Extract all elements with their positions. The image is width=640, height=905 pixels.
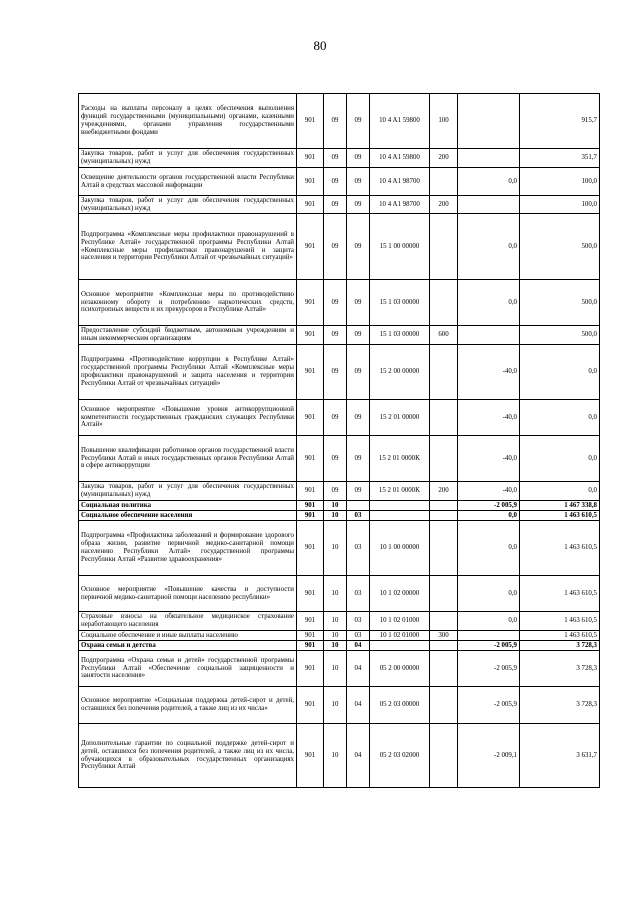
cell-rz: 09: [324, 482, 347, 501]
cell-rz: 09: [324, 196, 347, 214]
cell-rz: 09: [324, 345, 347, 400]
cell-vr: [430, 345, 458, 400]
cell-change: -40,0: [458, 482, 520, 501]
table-row: [79, 641, 600, 651]
cell-rz: 09: [324, 326, 347, 345]
cell-adm: 901: [297, 641, 324, 651]
cell-change: 0,0: [458, 280, 520, 326]
cell-pr: 09: [347, 345, 370, 400]
cell-rz: 10: [324, 641, 347, 651]
table-row: [79, 521, 600, 576]
cell-pr: 03: [347, 521, 370, 576]
cell-name: Предоставление субсидий бюджетным, автономным учреждениям и иным некоммерческим организациям: [79, 326, 297, 345]
cell-name: Охрана семьи и детства: [79, 641, 297, 651]
cell-rz: 09: [324, 149, 347, 168]
cell-rz: 10: [324, 511, 347, 521]
cell-vr: [430, 280, 458, 326]
cell-adm: 901: [297, 521, 324, 576]
cell-pr: 09: [347, 280, 370, 326]
cell-rz: 10: [324, 521, 347, 576]
cell-name: Основное мероприятие «Социальная поддержка детей-сирот и детей, оставшихся без попечения родителей, а также лиц из их числа»: [79, 687, 297, 724]
cell-adm: 901: [297, 168, 324, 196]
cell-pr: 03: [347, 612, 370, 631]
cell-name: Закупка товаров, работ и услуг для обеспечения государственных (муниципальных) нужд: [79, 196, 297, 214]
cell-vr: [430, 501, 458, 511]
cell-adm: 901: [297, 400, 324, 436]
cell-adm: 901: [297, 651, 324, 687]
cell-total: 3 728,3: [520, 641, 600, 651]
cell-rz: 10: [324, 651, 347, 687]
table-row: [79, 168, 600, 196]
cell-name: Закупка товаров, работ и услуг для обеспечения государственных (муниципальных) нужд: [79, 482, 297, 501]
cell-csr: [370, 641, 430, 651]
cell-vr: [430, 511, 458, 521]
cell-total: 500,0: [520, 326, 600, 345]
cell-change: [458, 149, 520, 168]
cell-vr: [430, 651, 458, 687]
cell-change: 0,0: [458, 612, 520, 631]
table-row: [79, 149, 600, 168]
cell-change: [458, 94, 520, 149]
cell-rz: 10: [324, 612, 347, 631]
cell-change: 0,0: [458, 168, 520, 196]
cell-adm: 901: [297, 94, 324, 149]
cell-name: Основное мероприятие «Комплексные меры по противодействию незаконному обороту и потреблению наркотических средств, психотропных веществ и их прекурсоров в Республике Алтай»: [79, 280, 297, 326]
cell-pr: 09: [347, 214, 370, 280]
cell-name: Подпрограмма «Комплексные меры профилактики правонарушений в Республике Алтай» государственной программы Республики Алтай «Комплексные меры профилактики правонарушений и защита населения и территории Республики Алтай от чрезвычайных ситуаций»: [79, 214, 297, 280]
cell-adm: 901: [297, 149, 324, 168]
cell-name: Закупка товаров, работ и услуг для обеспечения государственных (муниципальных) нужд: [79, 149, 297, 168]
cell-csr: 10 4 A1 59800: [370, 94, 430, 149]
cell-pr: 04: [347, 641, 370, 651]
cell-vr: [430, 641, 458, 651]
cell-adm: 901: [297, 576, 324, 612]
cell-change: -40,0: [458, 345, 520, 400]
cell-pr: [347, 501, 370, 511]
cell-csr: 05 2 03 02000: [370, 724, 430, 788]
cell-rz: 10: [324, 501, 347, 511]
cell-pr: 09: [347, 149, 370, 168]
cell-total: 500,0: [520, 280, 600, 326]
cell-csr: 15 2 01 0000K: [370, 482, 430, 501]
table-row: [79, 511, 600, 521]
cell-vr: 200: [430, 196, 458, 214]
cell-vr: [430, 576, 458, 612]
cell-adm: 901: [297, 482, 324, 501]
cell-csr: 10 1 02 01000: [370, 612, 430, 631]
cell-change: -40,0: [458, 436, 520, 482]
cell-total: 100,0: [520, 168, 600, 196]
cell-rz: 09: [324, 168, 347, 196]
cell-change: 0,0: [458, 511, 520, 521]
cell-csr: 15 2 01 0000K: [370, 436, 430, 482]
cell-vr: 100: [430, 94, 458, 149]
table-row: [79, 436, 600, 482]
page-number: 80: [313, 38, 327, 53]
budget-table: [78, 93, 600, 788]
cell-name: Подпрограмма «Профилактика заболеваний и формирование здорового образа жизни, развитие первичной медико-санитарной помощи населению Республики Алтай» государственной программы Республики Алтай «Развитие здравоохранения»: [79, 521, 297, 576]
table-row: [79, 482, 600, 501]
cell-csr: 05 2 00 00000: [370, 651, 430, 687]
cell-adm: 901: [297, 511, 324, 521]
cell-pr: 04: [347, 687, 370, 724]
cell-total: 500,0: [520, 214, 600, 280]
cell-total: 0,0: [520, 400, 600, 436]
table-row: [79, 400, 600, 436]
table-row: [79, 724, 600, 788]
cell-name: Освещение деятельности органов государственной власти Республики Алтай в средствах массовой информации: [79, 168, 297, 196]
cell-adm: 901: [297, 214, 324, 280]
cell-change: 0,0: [458, 521, 520, 576]
cell-rz: 10: [324, 724, 347, 788]
cell-csr: [370, 501, 430, 511]
table-row: [79, 501, 600, 511]
cell-total: 3 728,3: [520, 651, 600, 687]
cell-name: Социальное обеспечение и иные выплаты населению: [79, 631, 297, 641]
cell-adm: 901: [297, 687, 324, 724]
cell-csr: 15 1 03 00000: [370, 326, 430, 345]
cell-rz: 09: [324, 280, 347, 326]
cell-vr: [430, 612, 458, 631]
cell-rz: 09: [324, 94, 347, 149]
cell-name: Социальная политика: [79, 501, 297, 511]
cell-pr: 09: [347, 436, 370, 482]
table-row: [79, 576, 600, 612]
cell-adm: 901: [297, 501, 324, 511]
table-row: [79, 280, 600, 326]
cell-total: 0,0: [520, 482, 600, 501]
cell-adm: 901: [297, 436, 324, 482]
cell-vr: [430, 521, 458, 576]
cell-total: 3 728,3: [520, 687, 600, 724]
cell-csr: [370, 511, 430, 521]
cell-rz: 09: [324, 214, 347, 280]
cell-total: 1 463 610,5: [520, 612, 600, 631]
cell-adm: 901: [297, 345, 324, 400]
cell-adm: 901: [297, 612, 324, 631]
cell-csr: 15 1 00 00000: [370, 214, 430, 280]
cell-total: 915,7: [520, 94, 600, 149]
cell-adm: 901: [297, 326, 324, 345]
cell-change: [458, 326, 520, 345]
cell-change: 0,0: [458, 214, 520, 280]
cell-vr: [430, 214, 458, 280]
table-row: [79, 687, 600, 724]
cell-csr: 10 1 02 01000: [370, 631, 430, 641]
cell-name: Дополнительные гарантии по социальной поддержке детей-сирот и детей, оставшихся без попечения родителей, а также лиц из их числа, обучающихся в образовательных государственных организациях Республики Алтай: [79, 724, 297, 788]
cell-change: -2 005,9: [458, 501, 520, 511]
table-row: [79, 651, 600, 687]
cell-name: Социальное обеспечение населения: [79, 511, 297, 521]
table-body: [79, 94, 600, 788]
cell-csr: 15 2 01 00000: [370, 400, 430, 436]
cell-vr: [430, 436, 458, 482]
cell-total: 1 463 610,5: [520, 521, 600, 576]
cell-total: 1 463 610,5: [520, 576, 600, 612]
cell-name: Основное мероприятие «Повышение качества и доступности первичной медико-санитарной помощи населению республики»: [79, 576, 297, 612]
cell-rz: 09: [324, 400, 347, 436]
table-row: [79, 631, 600, 641]
cell-change: -2 005,9: [458, 687, 520, 724]
cell-vr: 300: [430, 631, 458, 641]
cell-csr: 15 2 00 00000: [370, 345, 430, 400]
cell-pr: 09: [347, 196, 370, 214]
cell-change: -2 005,9: [458, 651, 520, 687]
cell-pr: 03: [347, 576, 370, 612]
cell-rz: 10: [324, 631, 347, 641]
cell-total: 1 467 338,8: [520, 501, 600, 511]
cell-vr: 200: [430, 149, 458, 168]
cell-name: Повышение квалификации работников органов государственной власти Республики Алтай и иных государственных органов Республики Алтай в сфере антикоррупции: [79, 436, 297, 482]
cell-change: -2 005,9: [458, 641, 520, 651]
cell-total: 351,7: [520, 149, 600, 168]
table-row: [79, 94, 600, 149]
cell-csr: 15 1 03 00000: [370, 280, 430, 326]
cell-csr: 10 1 02 00000: [370, 576, 430, 612]
cell-change: 0,0: [458, 576, 520, 612]
table-row: [79, 326, 600, 345]
cell-total: 100,0: [520, 196, 600, 214]
cell-name: Подпрограмма «Охрана семьи и детей» государственной программы Республики Алтай «Обеспечение социальной защищенности и занятости населения»: [79, 651, 297, 687]
cell-name: Страховые взносы на обязательное медицинское страхование неработающего населения: [79, 612, 297, 631]
cell-adm: 901: [297, 196, 324, 214]
cell-adm: 901: [297, 280, 324, 326]
cell-pr: 09: [347, 400, 370, 436]
cell-name: Основное мероприятие «Повышение уровня антикоррупционной компетентности государственных гражданских служащих Республики Алтай»: [79, 400, 297, 436]
cell-change: [458, 196, 520, 214]
table-row: [79, 612, 600, 631]
cell-adm: 901: [297, 724, 324, 788]
cell-name: Подпрограмма «Противодействие коррупции в Республике Алтай» государственной программы Республики Алтай «Комплексные меры профилактики правонарушений и защита населения и территории Республики Алтай от чрезвычайных ситуаций»: [79, 345, 297, 400]
cell-name: Расходы на выплаты персоналу в целях обеспечения выполнения функций государственными (муниципальными) органами, казенными учреждениями, органами управления государственными внебюджетными фондами: [79, 94, 297, 149]
cell-vr: 600: [430, 326, 458, 345]
cell-vr: [430, 168, 458, 196]
cell-rz: 09: [324, 436, 347, 482]
cell-vr: [430, 400, 458, 436]
cell-pr: 04: [347, 651, 370, 687]
cell-csr: 10 4 A1 59800: [370, 149, 430, 168]
cell-total: 1 463 610,5: [520, 631, 600, 641]
cell-change: -2 009,1: [458, 724, 520, 788]
cell-pr: 03: [347, 511, 370, 521]
cell-csr: 10 4 A1 98700: [370, 168, 430, 196]
cell-vr: 200: [430, 482, 458, 501]
cell-pr: 09: [347, 94, 370, 149]
cell-total: 1 463 610,5: [520, 511, 600, 521]
cell-rz: 10: [324, 687, 347, 724]
cell-total: 0,0: [520, 436, 600, 482]
table-row: [79, 196, 600, 214]
table-row: [79, 345, 600, 400]
cell-total: 3 631,7: [520, 724, 600, 788]
cell-rz: 10: [324, 576, 347, 612]
cell-csr: 05 2 03 00000: [370, 687, 430, 724]
cell-pr: 09: [347, 326, 370, 345]
cell-total: 0,0: [520, 345, 600, 400]
cell-vr: [430, 687, 458, 724]
cell-vr: [430, 724, 458, 788]
cell-change: [458, 631, 520, 641]
cell-csr: 10 4 A1 98700: [370, 196, 430, 214]
cell-pr: 04: [347, 724, 370, 788]
cell-change: -40,0: [458, 400, 520, 436]
cell-pr: 03: [347, 631, 370, 641]
cell-adm: 901: [297, 631, 324, 641]
cell-pr: 09: [347, 482, 370, 501]
cell-pr: 09: [347, 168, 370, 196]
table-row: [79, 214, 600, 280]
cell-csr: 10 1 00 00000: [370, 521, 430, 576]
